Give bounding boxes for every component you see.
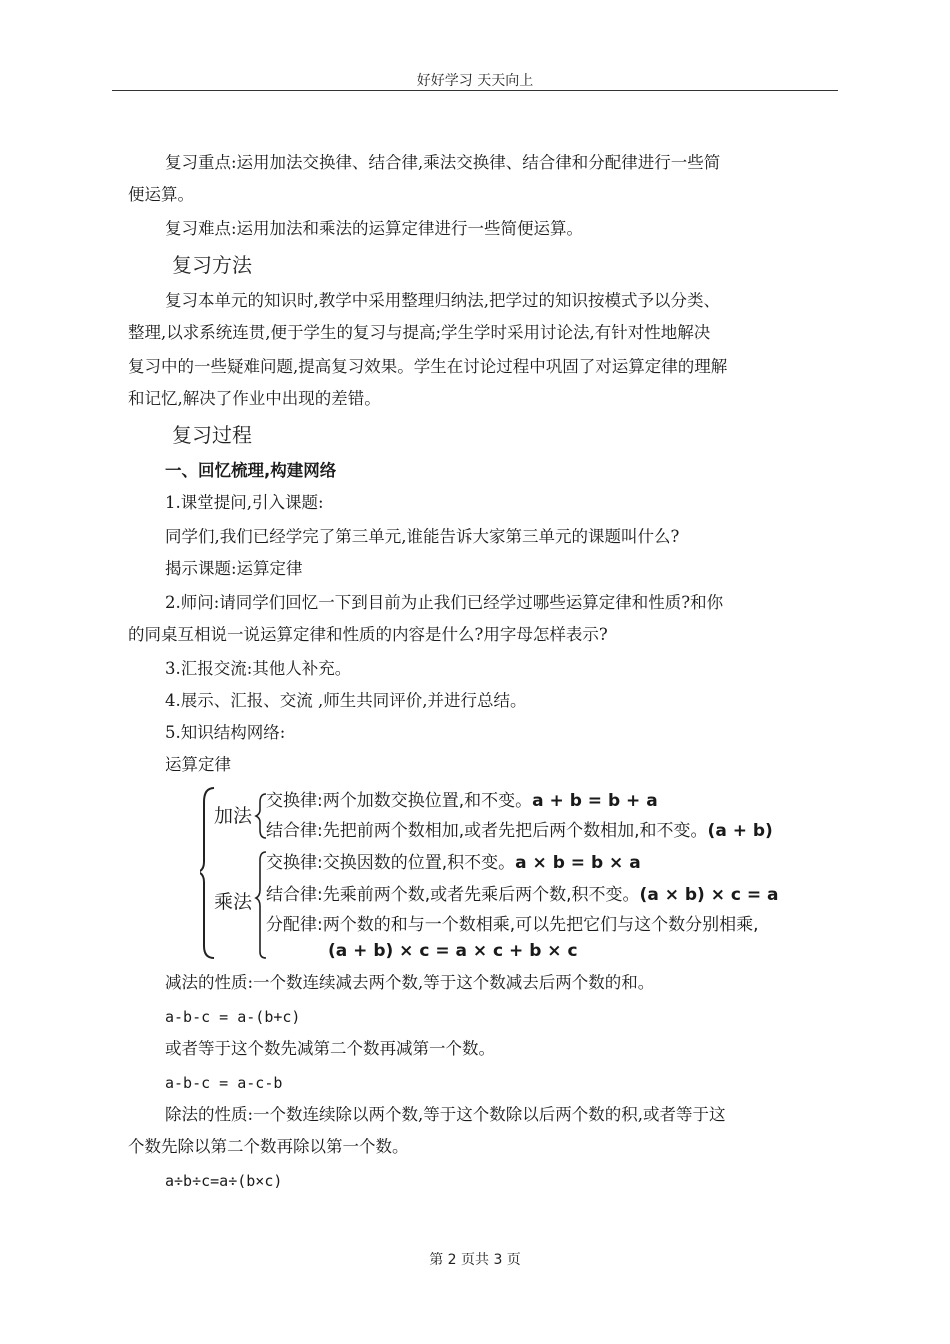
page-footer: 第 2 页共 3 页	[429, 1252, 521, 1268]
law-formula: a × b = b × a	[515, 853, 641, 873]
section-title-process: 复习过程	[172, 423, 252, 447]
law-text: 两个数的和与一个数相乘,可以先把它们与这个数分别相乘,	[322, 915, 759, 935]
method-line-3: 复习中的一些疑难问题,提高复习效果。学生在讨论过程中巩固了对运算定律的理解	[128, 357, 728, 376]
multiplication-distributive	[266, 914, 759, 936]
law-formula: (a × b) × c = a	[639, 885, 779, 905]
addition-commutative	[266, 790, 658, 812]
subtraction-alternative: 或者等于这个数先减第二个数再减第一个数。	[165, 1039, 495, 1058]
method-line-2: 整理,以求系统连贯,便于学生的复习与提高;学生学时采用讨论法,有针对性地解决	[128, 323, 711, 342]
multiplication-commutative	[266, 852, 641, 874]
review-difficulty: 复习难点:运用加法和乘法的运算定律进行一些简便运算。	[165, 219, 584, 238]
step-2-line-2: 的同桌互相说一说运算定律和性质的内容是什么?用字母怎样表示?	[128, 625, 608, 644]
subtraction-formula-2: a-b-c = a-c-b	[165, 1074, 283, 1092]
division-property-line-2: 个数先除以第二个数再除以第一个数。	[128, 1137, 409, 1156]
step-2-line-1: 2.师问:请同学们回忆一下到目前为止我们已经学过哪些运算定律和性质?和你	[165, 593, 724, 612]
division-formula: a÷b÷c=a÷(b×c)	[165, 1172, 283, 1190]
review-focus-line-2: 便运算。	[128, 185, 194, 204]
step-3: 3.汇报交流:其他人补充。	[165, 659, 352, 678]
step-1: 1.课堂提问,引入课题:	[165, 493, 324, 512]
distributive-formula: (a + b) × c = a × c + b × c	[328, 941, 578, 961]
addition-group-label: 加法	[214, 805, 253, 827]
method-line-1: 复习本单元的知识时,教学中采用整理归纳法,把学过的知识按模式予以分类、	[165, 291, 720, 310]
knowledge-network-diagram	[200, 782, 838, 962]
network-root-label: 运算定律	[165, 755, 231, 774]
step-1-question: 同学们,我们已经学完了第三单元,谁能告诉大家第三单元的课题叫什么?	[165, 527, 680, 546]
law-name: 交换律:	[266, 853, 323, 873]
subtraction-formula-1: a-b-c = a-(b+c)	[165, 1008, 301, 1026]
law-text: 交换因数的位置,积不变。	[322, 853, 516, 873]
method-line-4: 和记忆,解决了作业中出现的差错。	[128, 389, 381, 408]
section-title-method: 复习方法	[172, 253, 252, 277]
multiplication-associative	[266, 884, 779, 906]
header-divider	[112, 90, 838, 91]
law-formula: (a + b)	[707, 821, 773, 841]
law-name: 交换律:	[266, 791, 323, 811]
part1-heading: 一、回忆梳理,构建网络	[165, 461, 337, 480]
step-4: 4.展示、汇报、交流 ,师生共同评价,并进行总结。	[165, 691, 527, 710]
addition-associative	[266, 820, 773, 842]
division-property-line-1: 除法的性质:一个数连续除以两个数,等于这个数除以后两个数的积,或者等于这	[165, 1105, 726, 1124]
step-5: 5.知识结构网络:	[165, 723, 286, 742]
law-text: 两个加数交换位置,和不变。	[322, 791, 533, 811]
law-formula: a + b = b + a	[532, 791, 658, 811]
subtraction-property: 减法的性质:一个数连续减去两个数,等于这个数减去后两个数的和。	[165, 973, 655, 992]
law-text: 先乘前两个数,或者先乘后两个数,积不变。	[322, 885, 640, 905]
law-name: 结合律:	[266, 885, 323, 905]
page-header: 好好学习 天天向上	[416, 73, 534, 89]
review-focus-line-1: 复习重点:运用加法交换律、结合律,乘法交换律、结合律和分配律进行一些简	[165, 153, 721, 172]
step-1-answer: 揭示课题:运算定律	[165, 559, 303, 578]
multiplication-group-label: 乘法	[214, 891, 253, 913]
law-name: 分配律:	[266, 915, 323, 935]
law-name: 结合律:	[266, 821, 323, 841]
law-text: 先把前两个数相加,或者先把后两个数相加,和不变。	[322, 821, 708, 841]
